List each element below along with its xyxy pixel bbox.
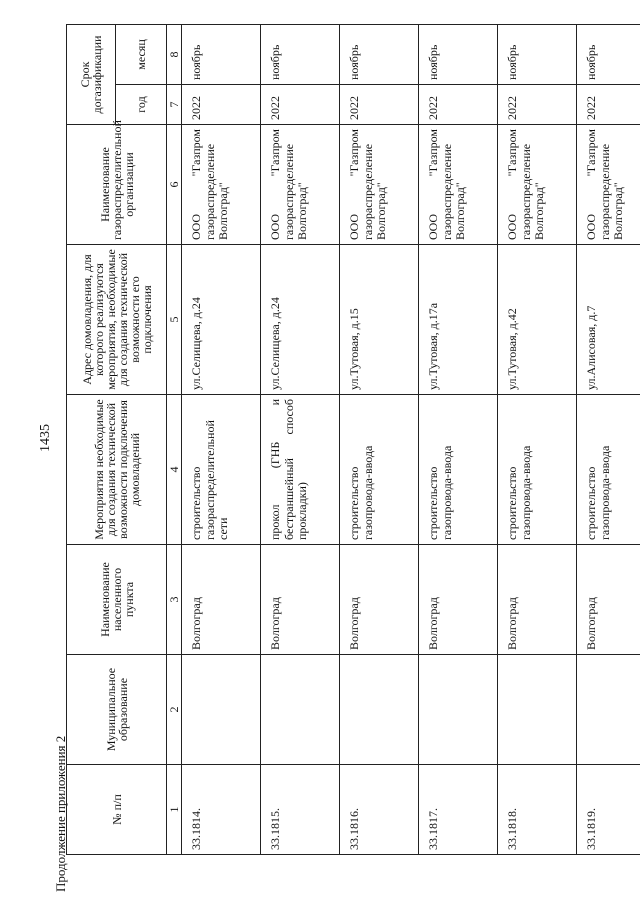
column-index: 4 <box>167 395 182 545</box>
header-measures: Мероприятия необходимые для создания технической возможности подключения домовладений <box>67 395 167 545</box>
continuation-note: Продолжение приложения 2 <box>53 735 68 892</box>
row-number: 33.1815. <box>261 765 340 855</box>
row-organization: ООО "Газпром газораспределение Волгоград" <box>340 125 419 245</box>
row-address: ул.Тутовая, д.42 <box>498 245 577 395</box>
row-organization: ООО "Газпром газораспределение Волгоград" <box>577 125 640 245</box>
table-row <box>498 24 577 854</box>
row-number: 33.1814. <box>182 765 261 855</box>
row-number: 33.1817. <box>419 765 498 855</box>
row-organization: ООО "Газпром газораспределение Волгоград" <box>261 125 340 245</box>
row-measures: строительство газопровода-ввода <box>340 395 419 545</box>
column-index: 7 <box>167 85 182 125</box>
row-year: 2022 <box>419 85 498 125</box>
row-municipality <box>419 655 498 765</box>
table-row <box>577 24 640 854</box>
row-measures: строительство газопровода-ввода <box>419 395 498 545</box>
table-row <box>419 24 498 854</box>
row-year: 2022 <box>498 85 577 125</box>
table-container <box>66 25 636 855</box>
row-month: ноябрь <box>182 24 261 84</box>
header-organization: Наименование газораспределительной организации <box>67 125 167 245</box>
row-month: ноябрь <box>419 24 498 84</box>
row-settlement: Волгоград <box>419 545 498 655</box>
row-year: 2022 <box>340 85 419 125</box>
header-address: Адрес домовладения, для которого реализуются мероприятия, необходимые для создания технической возможности его подключения <box>67 245 167 395</box>
header-row <box>67 24 116 854</box>
row-settlement: Волгоград <box>182 545 261 655</box>
table-row <box>182 24 261 854</box>
row-municipality <box>261 655 340 765</box>
row-month: ноябрь <box>261 24 340 84</box>
row-municipality <box>577 655 640 765</box>
row-address: ул.Тутовая, д.15 <box>340 245 419 395</box>
row-measures: строительство газораспределительной сети <box>182 395 261 545</box>
page-number: 1435 <box>38 424 53 452</box>
row-municipality <box>182 655 261 765</box>
row-year: 2022 <box>182 85 261 125</box>
row-address: ул.Алисовая, д.7 <box>577 245 640 395</box>
row-organization: ООО "Газпром газораспределение Волгоград" <box>498 125 577 245</box>
row-municipality <box>498 655 577 765</box>
row-month: ноябрь <box>498 24 577 84</box>
header-municipality: Муниципальное образование <box>67 655 167 765</box>
column-index: 5 <box>167 245 182 395</box>
header-deadline: Срок догазификации <box>67 24 116 124</box>
column-index: 8 <box>167 24 182 84</box>
column-index-row <box>167 24 182 854</box>
row-month: ноябрь <box>577 24 640 84</box>
row-number: 33.1818. <box>498 765 577 855</box>
row-address: ул.Тутовая, д.17а <box>419 245 498 395</box>
row-settlement: Волгоград <box>498 545 577 655</box>
header-num: № п/п <box>67 765 167 855</box>
table-row <box>340 24 419 854</box>
row-settlement: Волгоград <box>577 545 640 655</box>
row-number: 33.1819. <box>577 765 640 855</box>
row-organization: ООО "Газпром газораспределение Волгоград" <box>182 125 261 245</box>
row-measures: прокол (ГНБ и бестраншейный способ прокладки) <box>261 395 340 545</box>
row-address: ул.Селищева, д.24 <box>261 245 340 395</box>
column-index: 6 <box>167 125 182 245</box>
row-year: 2022 <box>261 85 340 125</box>
row-organization: ООО "Газпром газораспределение Волгоград" <box>419 125 498 245</box>
header-year: год <box>116 85 167 125</box>
row-number: 33.1816. <box>340 765 419 855</box>
column-index: 1 <box>167 765 182 855</box>
header-settlement: Наименование населенного пункта <box>67 545 167 655</box>
gasification-table <box>66 24 640 855</box>
row-municipality <box>340 655 419 765</box>
table-row <box>261 24 340 854</box>
column-index: 3 <box>167 545 182 655</box>
row-settlement: Волгоград <box>340 545 419 655</box>
row-measures: строительство газопровода-ввода <box>498 395 577 545</box>
row-year: 2022 <box>577 85 640 125</box>
header-month: месяц <box>116 24 167 84</box>
row-month: ноябрь <box>340 24 419 84</box>
row-address: ул.Селищева, д.24 <box>182 245 261 395</box>
column-index: 2 <box>167 655 182 765</box>
row-settlement: Волгоград <box>261 545 340 655</box>
row-measures: строительство газопровода-ввода <box>577 395 640 545</box>
